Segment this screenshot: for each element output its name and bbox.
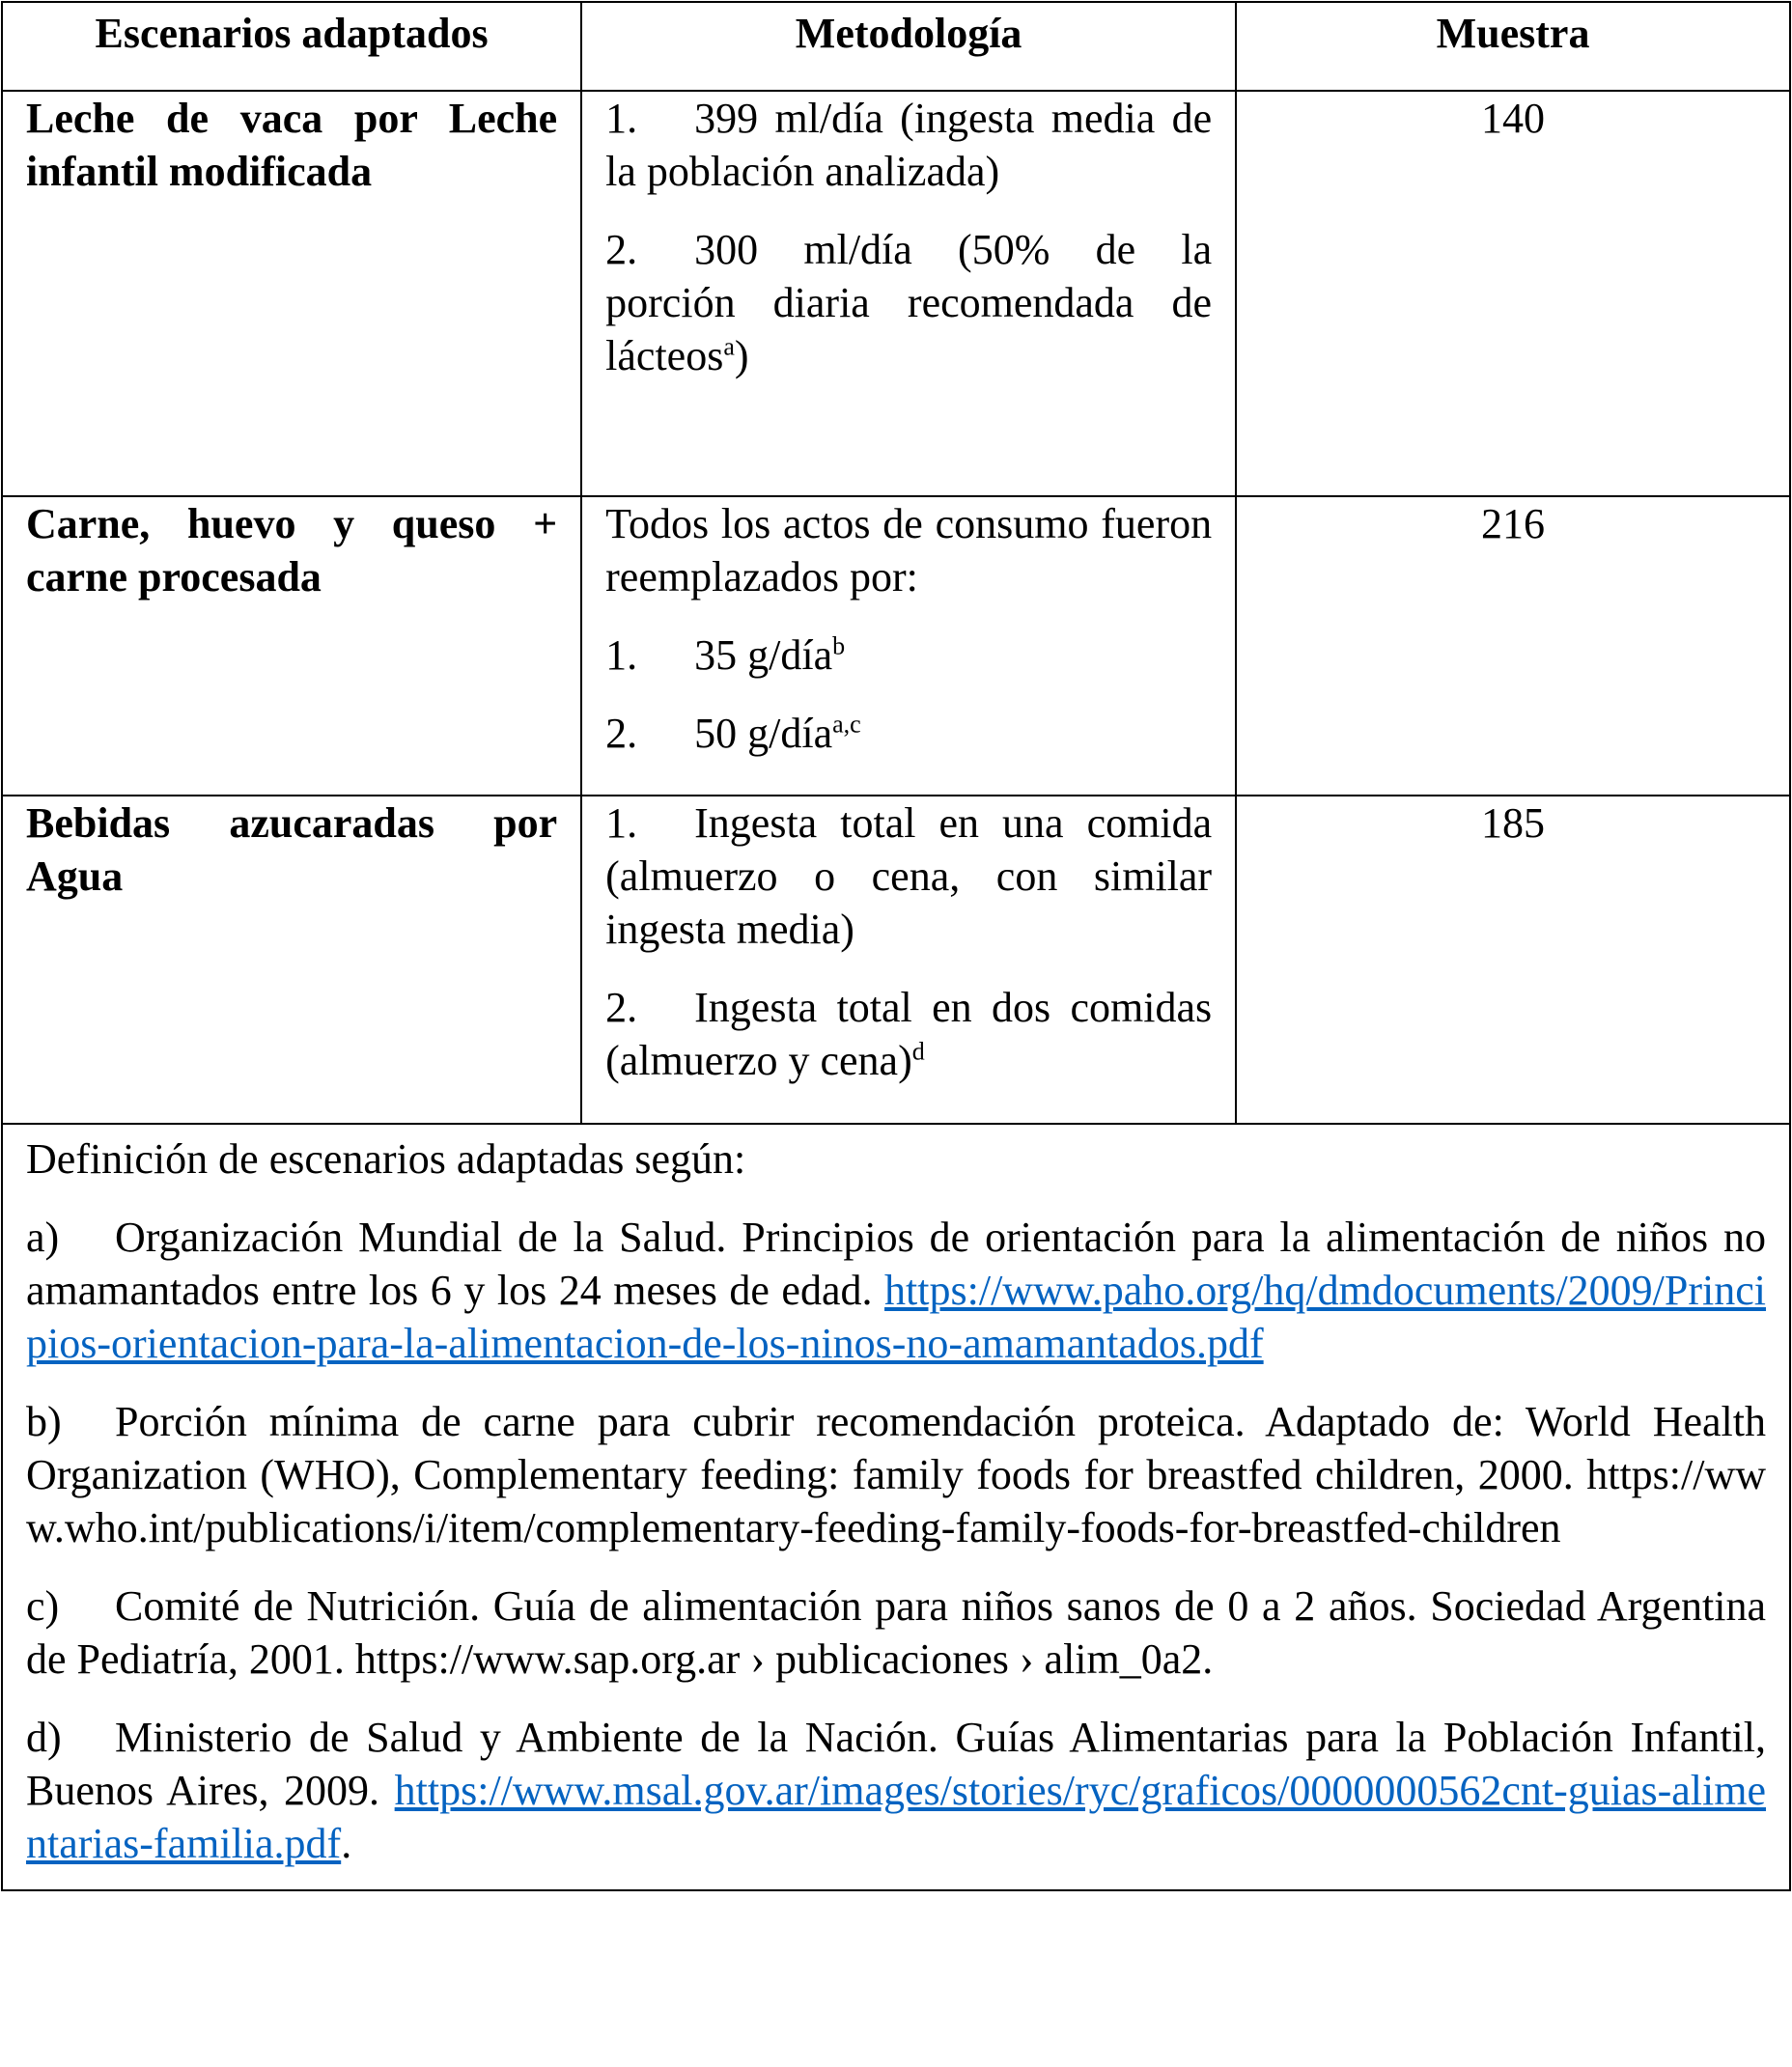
reference-letter: a) <box>26 1214 60 1261</box>
method-item-text: 300 ml/día (50% de la porción diaria recomendada de lácteos <box>605 226 1213 379</box>
reference-d <box>26 1711 1766 1870</box>
method-intro: Todos los actos de consumo fueron reemplazados por: <box>605 500 1213 601</box>
method-item-text: 50 g/día <box>694 710 833 757</box>
reference-letter: d) <box>26 1714 62 1761</box>
method-item-text: 35 g/día <box>694 631 833 679</box>
header-methodology: Metodología <box>581 2 1236 91</box>
method-item-number: 1. <box>605 799 638 847</box>
method-item-text: Ingesta total en una comida (almuerzo o cena, con similar ingesta media) <box>605 799 1213 953</box>
method-item <box>605 223 1212 382</box>
footnotes-cell <box>2 1124 1790 1890</box>
method-item-text: Ingesta total en dos comidas (almuerzo y cena) <box>605 984 1213 1084</box>
scenario-cell <box>2 91 581 496</box>
table-row <box>2 796 1790 1124</box>
scenario-label: Bebidas azucaradas por Agua <box>26 799 558 900</box>
header-sample: Muestra <box>1236 2 1790 91</box>
sample-cell <box>1236 91 1790 496</box>
method-item-number: 2. <box>605 984 638 1031</box>
reference-letter: b) <box>26 1398 62 1445</box>
reference-c <box>26 1579 1766 1686</box>
footnote-marker: a <box>723 332 735 361</box>
footnotes-row <box>2 1124 1790 1890</box>
reference-url: https://www.who.int/publications/i/item/complementary-feeding-family-foods-for-breastfed-children <box>26 1451 1767 1551</box>
sample-cell <box>1236 496 1790 796</box>
reference-text: Porción mínima de carne para cubrir recomendación proteica. Adaptado de: World Health Organization (WHO), Complementary feeding: family foods for breastfed children, 2000. <box>26 1398 1766 1498</box>
header-scenarios: Escenarios adaptados <box>2 2 581 91</box>
reference-b <box>26 1395 1766 1554</box>
method-item-number: 2. <box>605 710 638 757</box>
method-cell <box>581 496 1236 796</box>
scenario-cell <box>2 796 581 1124</box>
sample-value: 140 <box>1481 95 1546 142</box>
header-row <box>2 2 1790 91</box>
method-cell <box>581 796 1236 1124</box>
method-item <box>605 92 1212 198</box>
footnote-marker: a,c <box>832 710 861 739</box>
method-item-number: 2. <box>605 226 638 273</box>
footnote-marker: b <box>832 631 846 660</box>
reference-text: Ministerio de Salud y Ambiente de la Nación. Guías Alimentarias para la Población Infantil, Buenos Aires, 2009. <box>26 1714 1766 1814</box>
sample-value: 185 <box>1481 799 1546 847</box>
reference-link[interactable]: https://www.paho.org/hq/dmdocuments/2009/Principios-orientacion-para-la-alimentacion-de-los-ninos-no-amamantados.pdf <box>26 1267 1767 1367</box>
footnotes-intro: Definición de escenarios adaptadas según: <box>26 1135 746 1183</box>
method-item <box>605 628 1212 682</box>
table-row <box>2 91 1790 496</box>
reference-text: Organización Mundial de la Salud. Principios de orientación para la alimentación de niños no amamantados entre los 6 y los 24 meses de edad. <box>26 1214 1766 1314</box>
reference-a <box>26 1211 1766 1370</box>
method-item <box>605 707 1212 760</box>
reference-text: Comité de Nutrición. Guía de alimentación para niños sanos de 0 a 2 años. Sociedad Argentina de Pediatría, 2001. https://www.sap.org.ar › publicaciones › alim_0a2. <box>26 1582 1766 1683</box>
method-cell <box>581 91 1236 496</box>
sample-value: 216 <box>1481 500 1546 547</box>
table-row <box>2 496 1790 796</box>
method-item-number: 1. <box>605 631 638 679</box>
reference-suffix: . <box>341 1820 352 1867</box>
method-item <box>605 981 1212 1087</box>
scenario-label: Leche de vaca por Leche infantil modificada <box>26 95 558 195</box>
method-item <box>605 796 1212 956</box>
reference-link[interactable]: https://www.msal.gov.ar/images/stories/ryc/graficos/0000000562cnt-guias-alimentarias-familia.pdf <box>26 1767 1766 1867</box>
sample-cell <box>1236 796 1790 1124</box>
method-item-number: 1. <box>605 95 638 142</box>
scenario-cell <box>2 496 581 796</box>
method-item-suffix: ) <box>734 332 749 379</box>
method-item-text: 399 ml/día (ingesta media de la población analizada) <box>605 95 1213 195</box>
scenarios-table <box>1 1 1791 1891</box>
scenario-label: Carne, huevo y queso + carne procesada <box>26 500 558 601</box>
footnote-marker: d <box>911 1037 925 1066</box>
reference-letter: c) <box>26 1582 60 1630</box>
